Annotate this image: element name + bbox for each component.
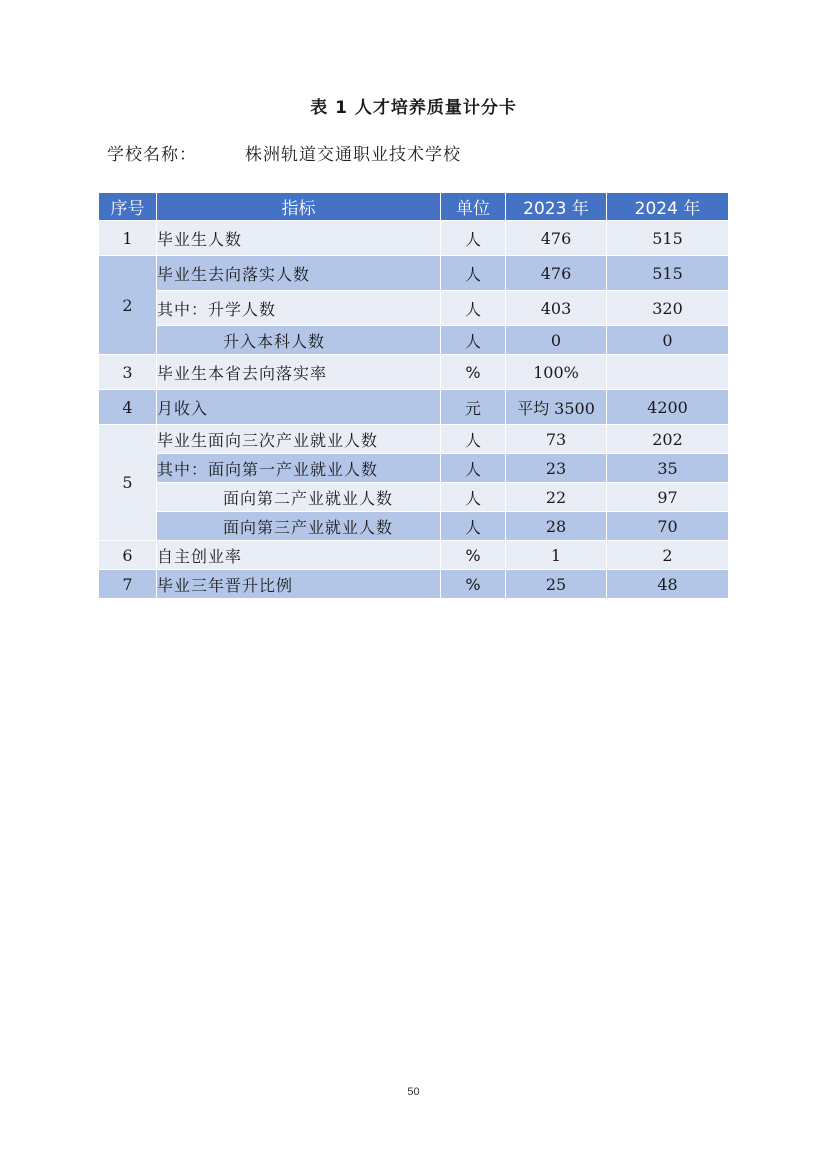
header-2023: 2023 年	[506, 193, 607, 221]
value-2024-cell: 320	[607, 291, 729, 326]
value-2024-cell: 202	[607, 425, 729, 454]
value-2023-cell: 476	[506, 221, 607, 256]
table-row	[99, 326, 729, 355]
indicator-cell: 毕业生面向三次产业就业人数	[157, 425, 441, 454]
indicator-cell: 月收入	[157, 390, 441, 425]
unit-cell: %	[441, 541, 506, 570]
table-row	[99, 390, 729, 425]
seq-cell: 7	[99, 570, 157, 599]
indicator-cell: 面向第三产业就业人数	[157, 512, 441, 541]
table-row	[99, 355, 729, 390]
value-2023-cell: 平均 3500	[506, 390, 607, 425]
school-line	[107, 140, 461, 165]
value-2023-cell: 28	[506, 512, 607, 541]
header-indicator: 指标	[157, 193, 441, 221]
school-name: 株洲轨道交通职业技术学校	[245, 145, 461, 165]
unit-cell: %	[441, 355, 506, 390]
indicator-cell: 其中：升学人数	[157, 291, 441, 326]
table-row	[99, 221, 729, 256]
indicator-cell: 毕业生去向落实人数	[157, 256, 441, 291]
value-2024-cell: 48	[607, 570, 729, 599]
unit-cell: 人	[441, 291, 506, 326]
unit-cell: 人	[441, 425, 506, 454]
value-2024-cell: 97	[607, 483, 729, 512]
value-2023-cell: 1	[506, 541, 607, 570]
value-2023-cell: 22	[506, 483, 607, 512]
seq-cell: 5	[99, 425, 157, 541]
talent-quality-scorecard-table	[98, 192, 729, 599]
header-row	[99, 193, 729, 221]
unit-cell: 人	[441, 256, 506, 291]
table-row	[99, 483, 729, 512]
value-2023-cell: 23	[506, 454, 607, 483]
unit-cell: 人	[441, 326, 506, 355]
seq-cell: 1	[99, 221, 157, 256]
seq-cell: 3	[99, 355, 157, 390]
value-2024-cell: 515	[607, 256, 729, 291]
value-2023-cell: 403	[506, 291, 607, 326]
seq-cell: 2	[99, 256, 157, 355]
header-seq: 序号	[99, 193, 157, 221]
unit-cell: %	[441, 570, 506, 599]
table-row	[99, 425, 729, 454]
value-2024-cell: 35	[607, 454, 729, 483]
header-2024: 2024 年	[607, 193, 729, 221]
value-2023-cell: 73	[506, 425, 607, 454]
value-2024-cell: 515	[607, 221, 729, 256]
table-row	[99, 454, 729, 483]
value-2024-cell	[607, 355, 729, 390]
page-number: 50	[407, 1086, 420, 1098]
unit-cell: 人	[441, 221, 506, 256]
indicator-cell: 升入本科人数	[157, 326, 441, 355]
unit-cell: 元	[441, 390, 506, 425]
seq-cell: 4	[99, 390, 157, 425]
value-2023-cell: 0	[506, 326, 607, 355]
value-2024-cell: 70	[607, 512, 729, 541]
unit-cell: 人	[441, 454, 506, 483]
value-2024-cell: 2	[607, 541, 729, 570]
indicator-cell: 毕业生人数	[157, 221, 441, 256]
table-row	[99, 541, 729, 570]
table-row	[99, 512, 729, 541]
value-2023-cell: 476	[506, 256, 607, 291]
school-label: 学校名称：	[107, 145, 197, 165]
indicator-cell: 其中：面向第一产业就业人数	[157, 454, 441, 483]
value-2024-cell: 4200	[607, 390, 729, 425]
seq-cell: 6	[99, 541, 157, 570]
unit-cell: 人	[441, 512, 506, 541]
unit-cell: 人	[441, 483, 506, 512]
value-2023-cell: 100%	[506, 355, 607, 390]
indicator-cell: 毕业生本省去向落实率	[157, 355, 441, 390]
indicator-cell: 自主创业率	[157, 541, 441, 570]
value-2024-cell: 0	[607, 326, 729, 355]
table-row	[99, 291, 729, 326]
header-unit: 单位	[441, 193, 506, 221]
table-title: 表 1 人才培养质量计分卡	[310, 98, 517, 118]
indicator-cell: 面向第二产业就业人数	[157, 483, 441, 512]
table-row	[99, 570, 729, 599]
value-2023-cell: 25	[506, 570, 607, 599]
indicator-cell: 毕业三年晋升比例	[157, 570, 441, 599]
table-row	[99, 256, 729, 291]
